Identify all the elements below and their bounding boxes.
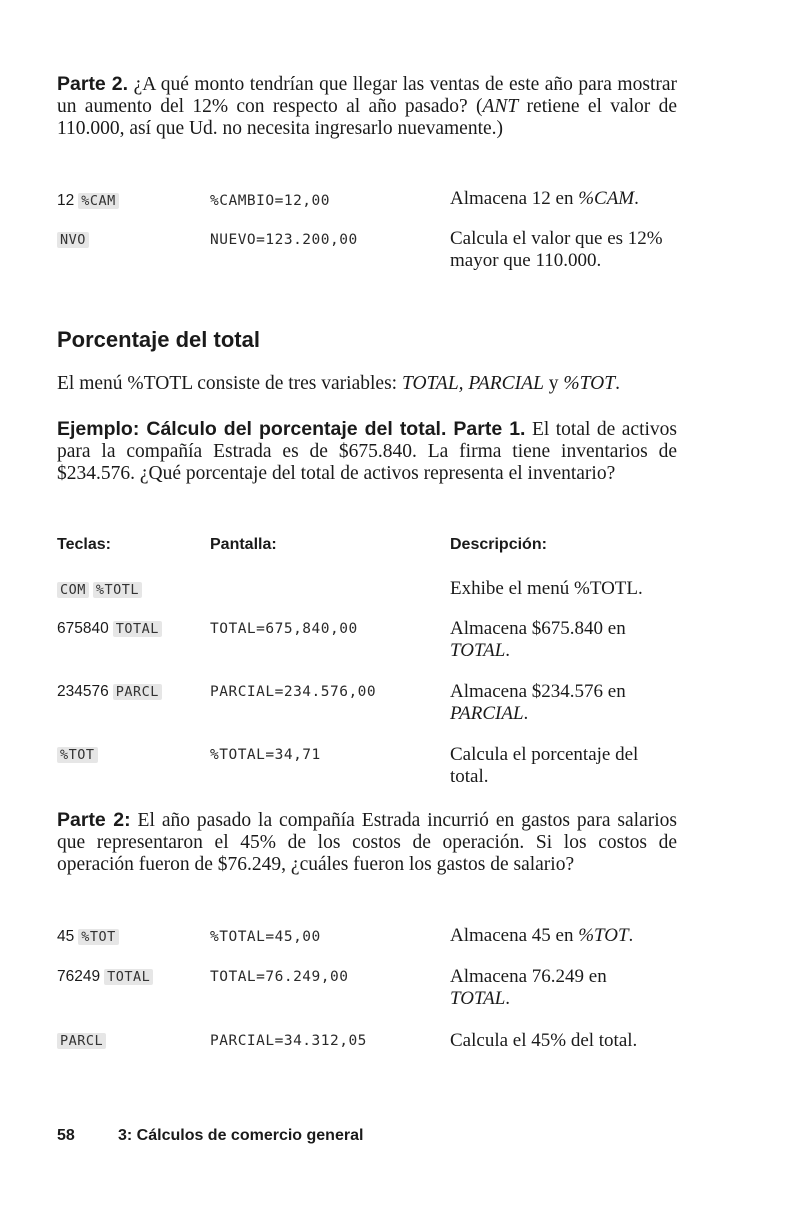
key-parcl: PARCL [57,1033,106,1049]
chapter-title: 3: Cálculos de comercio general [118,1127,364,1144]
description: Almacena 12 en %CAM. [450,188,639,209]
table-row [57,231,89,249]
header-keys: Teclas: [57,536,111,553]
display-value: %CAMBIO=12,00 [210,193,330,209]
display-value: PARCIAL=34.312,05 [210,1033,367,1049]
key-tot: %TOT [78,929,119,945]
key-nvo: NVO [57,232,89,248]
part2b-label: Parte 2: [57,809,131,831]
table-a [0,188,793,288]
description: Almacena 45 en %TOT. [450,925,634,946]
key-com: COM [57,582,89,598]
description: Almacena $675.840 en TOTAL. [450,618,626,661]
display-value: NUEVO=123.200,00 [210,232,358,248]
example-paragraph: Ejemplo: Cálculo del porcentaje del total. Parte 1. El total de activos para la compañía Estrada es de $675.840. La firma tiene inventarios de $234.576. ¿Qué porcentaje del total de activos representa el inventario? [57,418,677,484]
key-total: TOTAL [113,621,162,637]
table-row: 234576 PARCL [57,683,162,701]
table-row [57,581,142,599]
key-total: TOTAL [104,969,153,985]
display-value: TOTAL=675,840,00 [210,621,358,637]
header-description: Descripción: [450,536,547,553]
description: Exhibe el menú %TOTL. [450,578,643,599]
page-number: 58 [57,1127,75,1144]
part2-label: Parte 2. [57,73,129,95]
table-row: 76249 TOTAL [57,968,153,986]
part2-text: ¿A qué monto tendrían que llegar las ventas de este año para mostrar un aumento del 12% con respecto al año pasado? ( [57,74,678,117]
part2-italic: ANT [482,96,519,117]
table-c [0,925,793,1065]
header-display: Pantalla: [210,536,277,553]
description: Calcula el 45% del total. [450,1030,638,1051]
table-row [57,746,98,764]
table-b [0,578,793,798]
example-label: Ejemplo: Cálculo del porcentaje del total. Parte 1. [57,418,526,440]
table-row: 45 %TOT [57,928,119,946]
key-tot: %TOT [57,747,98,763]
part2b-paragraph: Parte 2: El año pasado la compañía Estrada incurrió en gastos para salarios que representaron el 45% de los costos de operación. Si los costos de operación fueron de $76.249, ¿cuáles fueron los gastos de salario? [57,809,677,875]
section-title: Porcentaje del total [57,327,260,352]
part2-paragraph [57,73,677,140]
display-value: PARCIAL=234.576,00 [210,684,377,700]
key-parcl: PARCL [113,684,162,700]
description: Almacena $234.576 en PARCIAL. [450,681,626,724]
display-value: TOTAL=76.249,00 [210,969,349,985]
description: Calcula el porcentaje del total. [450,744,639,787]
table-row [57,1032,106,1050]
display-value: %TOTAL=34,71 [210,747,321,763]
key-cam: %CAM [78,193,119,209]
display-value: %TOTAL=45,00 [210,929,321,945]
key-totl: %TOTL [93,582,142,598]
description: Calcula el valor que es 12% mayor que 110.000. [450,228,663,271]
description: Almacena 76.249 en TOTAL. [450,966,607,1009]
menu-sentence: El menú %TOTL consiste de tres variables: TOTAL, PARCIAL y %TOT. [57,373,620,394]
table-row: 675840 TOTAL [57,620,162,638]
part2-text-end: retiene el valor de 110.000, así que Ud. no necesita ingresarlo nuevamente.) [57,96,678,139]
table-row: 12 %CAM [57,192,119,210]
